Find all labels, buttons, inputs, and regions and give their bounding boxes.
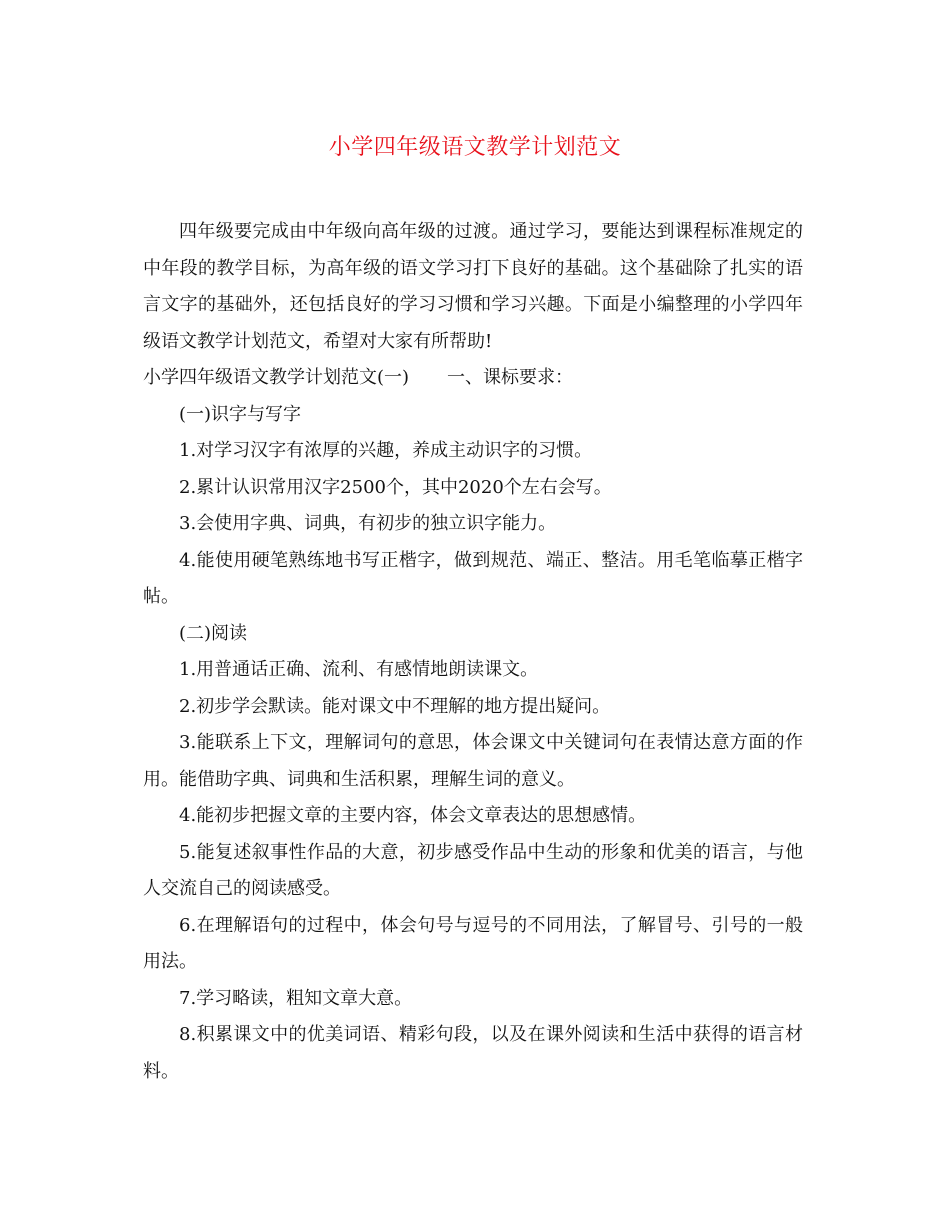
document-title: 小学四年级语文教学计划范文 xyxy=(328,135,622,160)
reading-item: 6.在理解语句的过程中，体会句号与逗号的不同用法，了解冒号、引号的一般用法。 xyxy=(143,914,803,972)
reading-item: 2.初步学会默读。能对课文中不理解的地方提出疑问。 xyxy=(179,695,611,717)
reading-item: 1.用普通话正确、流利、有感情地朗读课文。 xyxy=(179,659,539,680)
section-heading: 小学四年级语文教学计划范文(一) xyxy=(143,367,410,388)
literacy-heading: (一)识字与写字 xyxy=(179,403,302,425)
document-body xyxy=(143,214,803,1090)
literacy-item: 1.对学习汉字有浓厚的兴趣，养成主动识字的习惯。 xyxy=(179,440,593,461)
reading-item: 4.能初步把握文章的主要内容，体会文章表达的思想感情。 xyxy=(179,805,647,826)
intro-paragraph: 四年级要完成由中年级向高年级的过渡。通过学习，要能达到课程标准规定的中年段的教学目标，为高年级的语文学习打下良好的基础。这个基础除了扎实的语言文字的基础外，还包括良好的学习习惯和学习兴趣。下面是小编整理的小学四年级语文教学计划范文，希望对大家有所帮助! xyxy=(143,221,803,352)
section-subheading: 一、课标要求： xyxy=(447,367,574,388)
literacy-item: 3.会使用字典、词典，有初步的独立识字能力。 xyxy=(179,513,557,534)
literacy-item: 2.累计认识常用汉字2500个，其中2020个左右会写。 xyxy=(179,476,612,498)
section-heading-line xyxy=(143,360,803,397)
reading-heading: (二)阅读 xyxy=(179,622,248,644)
literacy-item: 4.能使用硬笔熟练地书写正楷字，做到规范、端正、整洁。用毛笔临摹正楷字帖。 xyxy=(143,549,803,607)
reading-item: 7.学习略读，粗知文章大意。 xyxy=(179,987,413,1009)
reading-item: 8.积累课文中的优美词语、精彩句段，以及在课外阅读和生活中获得的语言材料。 xyxy=(143,1024,803,1082)
reading-item: 3.能联系上下文，理解词句的意思，体会课文中关键词句在表情达意方面的作用。能借助字典、词典和生活积累，理解生词的意义。 xyxy=(143,732,803,790)
reading-item: 5.能复述叙事性作品的大意，初步感受作品中生动的形象和优美的语言，与他人交流自己的阅读感受。 xyxy=(143,841,803,899)
